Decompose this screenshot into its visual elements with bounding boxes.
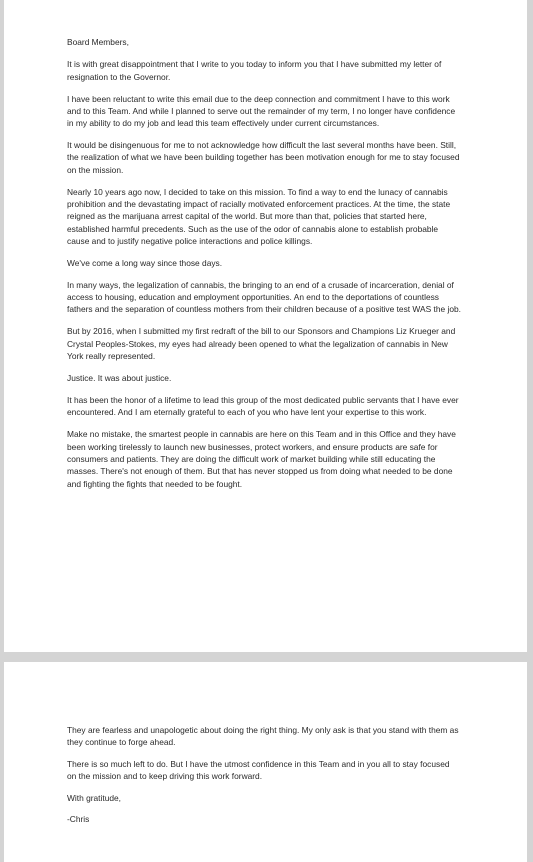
paragraph-team-praise: Make no mistake, the smartest people in cannabis are here on this Team and in this Office and they have been working tirelessly to launch new businesses, protect workers, and ensure products are safe for consumers and patients. They are doing the difficult work of market building while still educating the masses. There's not enough of them. But that has never stopped us from doing what needed to be done and fighting the fights that needed to be fought. — [67, 429, 456, 489]
letter-page-1 — [4, 0, 527, 652]
paragraph-fearless: They are fearless and unapologetic about doing the right thing. My only ask is that you stand with them as they continue to forge ahead. — [67, 725, 459, 748]
paragraph-justice: Justice. It was about justice. — [67, 373, 172, 384]
signature: -Chris — [67, 814, 90, 825]
paragraph-resignation: It is with great disappointment that I write to you today to inform you that I have submitted my letter of resignation to the Governor. — [67, 59, 442, 82]
paragraph-mission-origin: Nearly 10 years ago now, I decided to take on this mission. To find a way to end the lunacy of cannabis prohibition and the devastating impact of racially motivated enforcement practices. At the time, the state reigned as the marijuana arrest capital of the world. But more than that, policies that started here, established harmful precedents. Such as the use of the odor of cannabis alone to establish probable cause and to justify negative police interactions and police killings. — [67, 186, 451, 246]
salutation: Board Members, — [67, 37, 129, 47]
paragraph-legalization: In many ways, the legalization of cannabis, the bringing to an end of a crusade of incarceration, denial of access to housing, education and employment opportunities. An end to the deportations of countless fathers and the separation of countless mothers from their children because of a positive test WAS the job. — [67, 279, 461, 315]
letter-page-2 — [4, 662, 527, 862]
paragraph-confidence: There is so much left to do. But I have the utmost confidence in this Team and in you all to stay focused on the mission and to keep driving this work forward. — [67, 758, 450, 782]
paragraph-reluctance: I have been reluctant to write this email due to the deep connection and commitment I have to this work and to this Team. And while I planned to serve out the remainder of my term, I no longer have confidence in my ability to do my job and lead this team effectively under current circumstances. — [67, 93, 456, 129]
paragraph-difficult-months: It would be disingenuous for me to not acknowledge how difficult the last several months have been. Still, the realization of what we have been building together has been motivation enough for me to stay focused on the mission. — [67, 140, 460, 175]
paragraph-2016-redraft: But by 2016, when I submitted my first redraft of the bill to our Sponsors and Champions Liz Krueger and Crystal Peoples-Stokes, my eyes had already been opened to what the legalization of cannabis in New York really represented. — [67, 326, 456, 362]
closing: With gratitude, — [67, 792, 121, 803]
paragraph-honor: It has been the honor of a lifetime to lead this group of the most dedicated public servants that I have ever encountered. And I am eternally grateful to each of you who have lent your expertise to this work. — [67, 395, 459, 418]
paragraph-long-way: We've come a long way since those days. — [67, 257, 223, 268]
